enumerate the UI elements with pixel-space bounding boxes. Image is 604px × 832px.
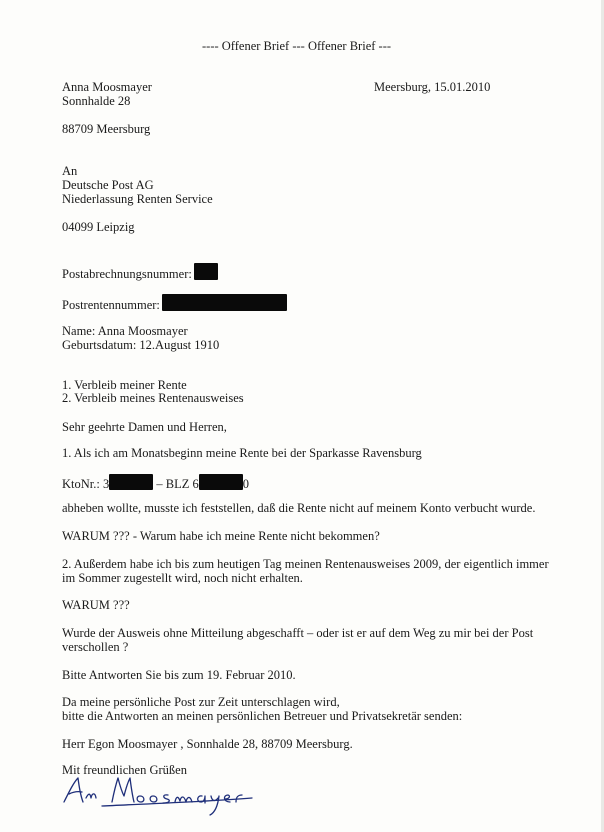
redaction-kto [109, 474, 153, 490]
body-p3b: verschollen ? [62, 640, 129, 654]
recipient-department: Niederlassung Renten Service [62, 192, 213, 206]
subject-2: 2. Verbleib meines Rentenausweises [62, 391, 244, 405]
salutation: Sehr geehrte Damen und Herren, [62, 420, 227, 434]
body-p4: Bitte Antworten Sie bis zum 19. Februar 2010. [62, 668, 296, 682]
postabrechnung-label: Postabrechnungsnummer: [62, 267, 192, 281]
signature-icon [62, 768, 272, 818]
recipient-company: Deutsche Post AG [62, 178, 154, 192]
body-p2a: 2. Außerdem habe ich bis zum heutigen Tag meinen Rentenausweises 2009, der eigentlich immer [62, 557, 549, 571]
blz-label: – BLZ 6 [153, 477, 199, 491]
recipient-city: 04099 Leipzig [62, 220, 135, 234]
letter-date: Meersburg, 15.01.2010 [374, 80, 491, 94]
postrenten-line [62, 294, 287, 313]
redaction-postrenten [162, 294, 287, 311]
birth-line: Geburtsdatum: 12.August 1910 [62, 338, 220, 352]
subject-1: 1. Verbleib meiner Rente [62, 378, 187, 392]
body-warum-1: WARUM ??? - Warum habe ich meine Rente nicht bekommen? [62, 529, 380, 543]
postabrechnung-line [62, 263, 218, 282]
redaction-blz [199, 474, 243, 490]
body-p5b: bitte die Antworten an meinen persönlichen Betreuer und Privatsekretär senden: [62, 709, 463, 723]
postrenten-label: Postrentennummer: [62, 298, 160, 312]
body-p5a: Da meine persönliche Post zur Zeit unterschlagen wird, [62, 695, 340, 709]
closing: Mit freundlichen Grüßen [62, 763, 187, 777]
sender-street: Sonnhalde 28 [62, 94, 131, 108]
account-line [62, 474, 249, 492]
body-p1b: abheben wollte, musste ich feststellen, daß die Rente nicht auf meinem Konto verbucht wurde. [62, 501, 536, 515]
name-line: Name: Anna Moosmayer [62, 324, 188, 338]
sender-name: Anna Moosmayer [62, 80, 152, 94]
redaction-postabrechnung [194, 263, 218, 280]
letter-header: ---- Offener Brief --- Offener Brief --- [202, 39, 392, 53]
body-p6: Herr Egon Moosmayer , Sonnhalde 28, 88709 Meersburg. [62, 737, 353, 751]
recipient-to: An [62, 164, 78, 178]
blz-suffix: 0 [242, 477, 249, 491]
body-p1: 1. Als ich am Monatsbeginn meine Rente bei der Sparkasse Ravensburg [62, 446, 422, 460]
body-warum-2: WARUM ??? [62, 598, 130, 612]
body-p2b: im Sommer zugestellt wird, noch nicht erhalten. [62, 571, 303, 585]
body-p3a: Wurde der Ausweis ohne Mitteilung abgeschafft – oder ist er auf dem Weg zu mir bei der Post [62, 626, 534, 640]
kto-label: KtoNr.: 3 [62, 477, 110, 491]
sender-city: 88709 Meersburg [62, 122, 151, 136]
